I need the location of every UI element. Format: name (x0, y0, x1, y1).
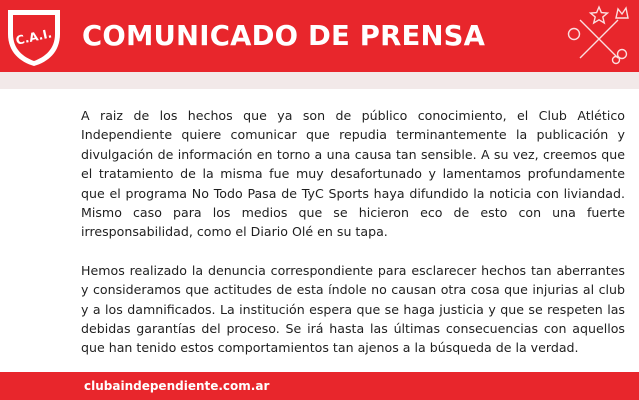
website-url: clubaindependiente.com.ar (84, 379, 270, 393)
header-bar (0, 0, 639, 72)
header-divider (0, 72, 639, 89)
footer-bar (0, 372, 639, 400)
ball-icon (569, 29, 580, 40)
paragraph-1: A raiz de los hechos que ya son de público conocimiento, el Club Atlético Independiente quiere comunicar que repudia terminantemente la publicación y divulgación de información en torno a una causa tan sensible. A su vez, creemos que el tratamiento de la misma fue muy desafortunado y lamentamos profundamente que el programa No Todo Pasa de TyC Sports haya difundido la noticia con liviandad. Mismo caso para los medios que se hicieron eco de esto con una fuerte irresponsabilidad, como el Diario Olé en su tapa. (81, 108, 625, 240)
crest-text: C.A.I. (14, 26, 54, 48)
star-icon (591, 7, 608, 23)
press-release-body (81, 106, 625, 358)
page-title: COMUNICADO DE PRENSA (82, 20, 486, 52)
decorative-emblem (566, 4, 632, 68)
club-crest-icon (4, 4, 64, 68)
paragraph-2: Hemos realizado la denuncia correspondiente para esclarecer hechos tan aberrantes y consideramos que actitudes de esta índole no causan otra cosa que injurias al club y a los damnificados. La institución espera que se haga justicia y que se respeten las debidas garantías del proceso. Se irá hasta las últimas consecuencias con aquellos que han tenido estos comportamientos tan ajenos a la búsqueda de la verdad. (81, 262, 625, 356)
crown-icon (616, 8, 628, 18)
crossed-lines-icon (580, 20, 618, 58)
